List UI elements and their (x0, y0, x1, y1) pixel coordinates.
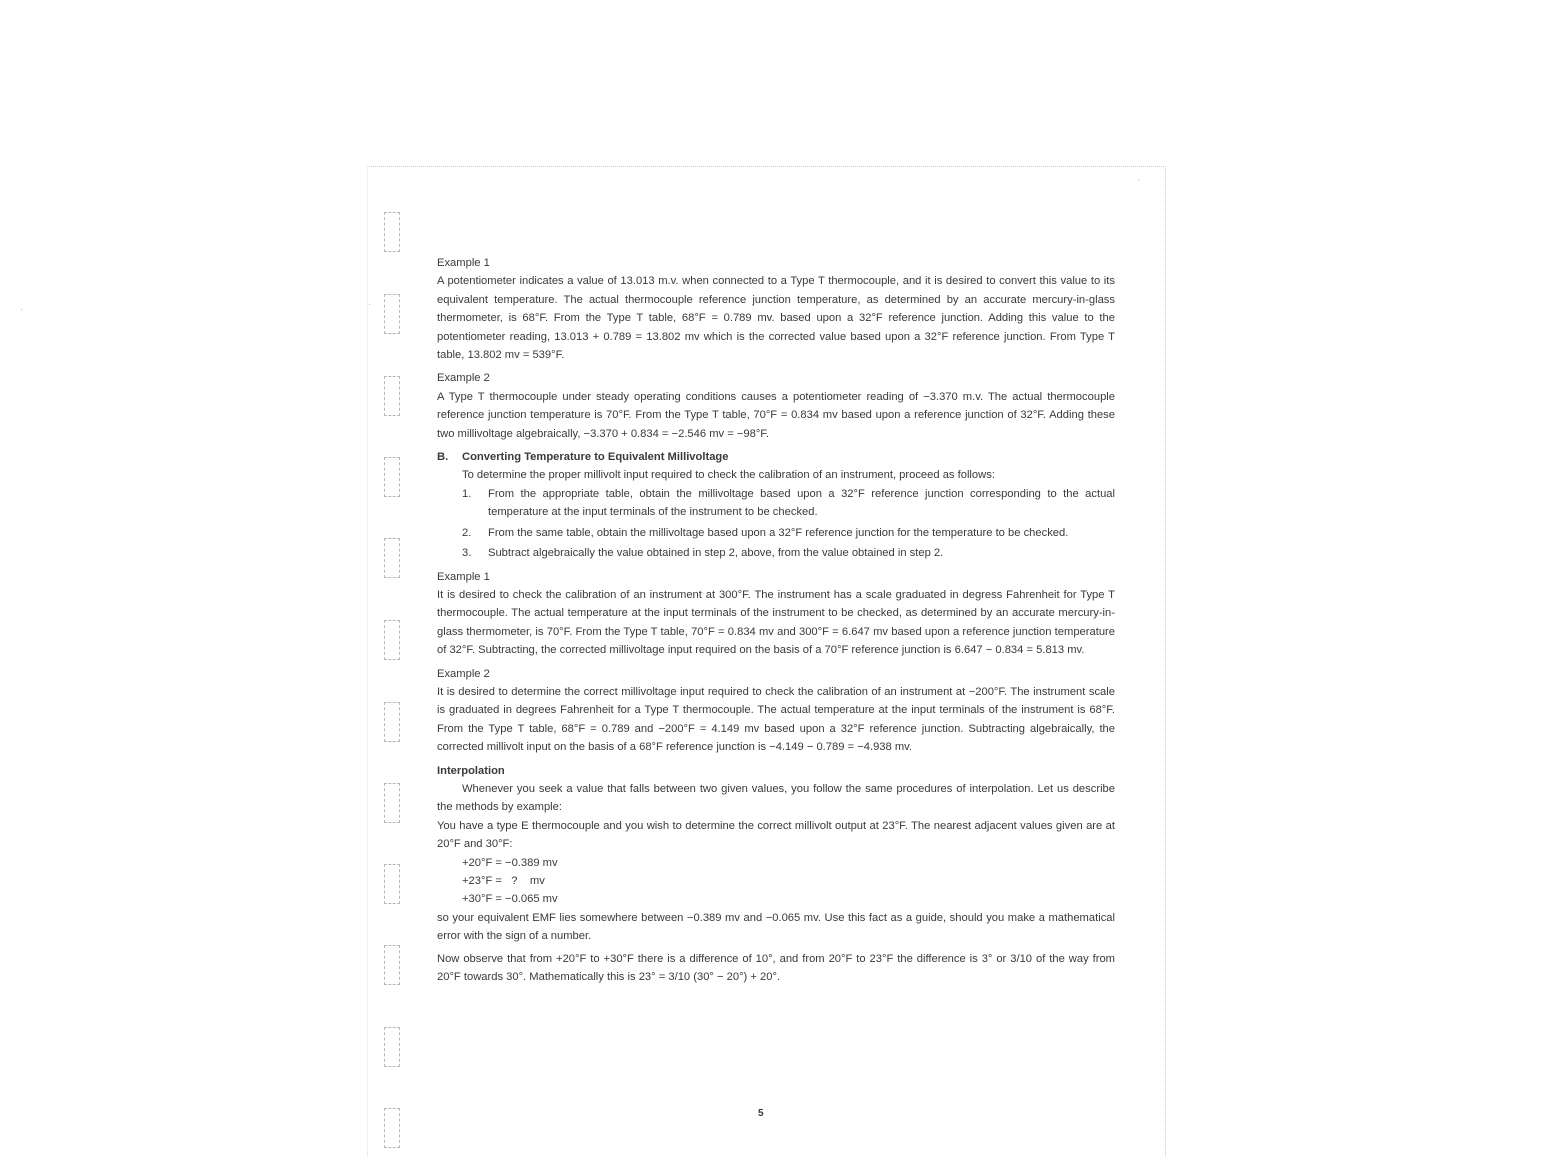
step-item (437, 485, 1115, 522)
binder-hole (384, 783, 400, 823)
section-heading (437, 448, 1115, 466)
equation-list (437, 854, 1115, 909)
example-text: It is desired to check the calibration of an instrument at 300°F. The instrument has a scale graduated in degress Fahrenheit for Type T thermocouple. The actual temperature at the input terminals of the instrument to be checked, as determined by an accurate mercury-in-glass thermometer, is 70°F. From the Type T table, 70°F = 0.834 mv and 300°F = 6.647 mv based upon a reference junction temperature of 32°F. Subtracting, the corrected millivoltage input required on the basis of a 70°F reference junction is 6.647 − 0.834 = 5.813 mv. (437, 588, 1115, 657)
binder-hole (384, 620, 400, 660)
step-text: From the appropriate table, obtain the millivoltage based upon a 32°F reference junction corresponding to the actual temperature at the input terminals of the instrument to be checked. (488, 487, 1115, 519)
steps-list (437, 485, 1115, 563)
step-text: From the same table, obtain the millivoltage based upon a 32°F reference junction for the temperature to be checked. (488, 526, 1069, 539)
section-heading-text: Converting Temperature to Equivalent Millivoltage (462, 451, 729, 464)
step-item (437, 524, 1115, 542)
binder-hole (384, 457, 400, 497)
interpolation-heading: Interpolation (437, 764, 505, 777)
example-2-temperature-to-millivolt (437, 665, 1115, 757)
equation-line: +30°F = −0.065 mv (462, 893, 558, 906)
example-title: Example 2 (437, 372, 490, 385)
step-number: 2. (462, 526, 472, 539)
example-title: Example 1 (437, 570, 490, 583)
section-b (437, 448, 1115, 562)
interpolation-intro: Whenever you seek a value that falls between two given values, you follow the same procedures of interpolation. Let us describe the methods by example: (437, 782, 1115, 814)
page-number: 5 (758, 1108, 764, 1119)
binder-hole (384, 864, 400, 904)
binder-hole (384, 376, 400, 416)
interpolation-observe: Now observe that from +20°F to +30°F there is a difference of 10°, and from 20°F to 23°F the difference is 3° or 3/10 of the way from 20°F towards 30°. Mathematically this is 23° = 3/10 (30° − 20°) + 20°. (437, 952, 1115, 984)
step-text: Subtract algebraically the value obtained in step 2, above, from the value obtained in step 2. (488, 547, 944, 560)
step-number: 1. (462, 487, 472, 500)
document-body (437, 254, 1115, 986)
step-number: 3. (462, 547, 472, 560)
example-1-millivolt-to-temperature (437, 254, 1115, 364)
section-intro: To determine the proper millivolt input required to check the calibration of an instrument, proceed as follows: (462, 469, 995, 482)
example-1-temperature-to-millivolt (437, 568, 1115, 660)
example-2-millivolt-to-temperature (437, 369, 1115, 443)
edge-speck: · (20, 304, 24, 315)
example-text: A potentiometer indicates a value of 13.013 m.v. when connected to a Type T thermocouple, and it is desired to convert this value to its equivalent temperature. The actual thermocouple reference junction temperature, as determined by an accurate mercury-in-glass thermometer, is 68°F. From the Type T table, 68°F = 0.789 mv. based upon a 32°F reference junction. Adding this value to the potentiometer reading, 13.013 + 0.789 = 13.802 mv which is the corrected value based upon a 32°F reference junction. From Type T table, 13.802 mv = 539°F. (437, 275, 1115, 362)
example-text: It is desired to determine the correct millivoltage input required to check the calibration of an instrument at −200°F. The instrument scale is graduated in degrees Fahrenheit for a Type T thermocouple. The actual temperature at the input terminals of the instrument is 68°F. From the Type T table, 68°F = 0.789 and −200°F = 4.149 mv based upon a 32°F reference junction. Subtracting algebraically, the corrected millivolt input on the basis of a 68°F reference junction is −4.149 − 0.789 = −4.938 mv. (437, 685, 1115, 754)
interpolation-setup: You have a type E thermocouple and you wish to determine the correct millivolt output at 23°F. The nearest adjacent values given are at 20°F and 30°F: (437, 819, 1115, 851)
example-text: A Type T thermocouple under steady operating conditions causes a potentiometer reading of −3.370 m.v. The actual thermocouple reference junction temperature is 70°F. From the Type T table, 70°F = 0.834 mv based upon a reference junction of 32°F. Adding these two millivoltage algebraically, −3.370 + 0.834 = −2.546 mv = −98°F. (437, 390, 1115, 440)
equation-line: +20°F = −0.389 mv (462, 856, 558, 869)
example-title: Example 2 (437, 667, 490, 680)
interpolation-note: so your equivalent EMF lies somewhere between −0.389 mv and −0.065 mv. Use this fact as a guide, should you make a mathematical error with the sign of a number. (437, 911, 1115, 943)
example-title: Example 1 (437, 257, 490, 269)
edge-speck: · (368, 299, 372, 310)
binder-hole (384, 538, 400, 578)
binder-hole (384, 702, 400, 742)
step-item (437, 544, 1115, 562)
edge-speck: · (1137, 175, 1141, 186)
interpolation-section (437, 762, 1115, 987)
binder-hole (384, 1027, 400, 1067)
binder-hole (384, 212, 400, 252)
binder-hole (384, 945, 400, 985)
section-letter: B. (437, 451, 449, 464)
binder-hole (384, 294, 400, 334)
binder-hole (384, 1108, 400, 1148)
equation-line: +23°F = ? mv (462, 875, 545, 887)
